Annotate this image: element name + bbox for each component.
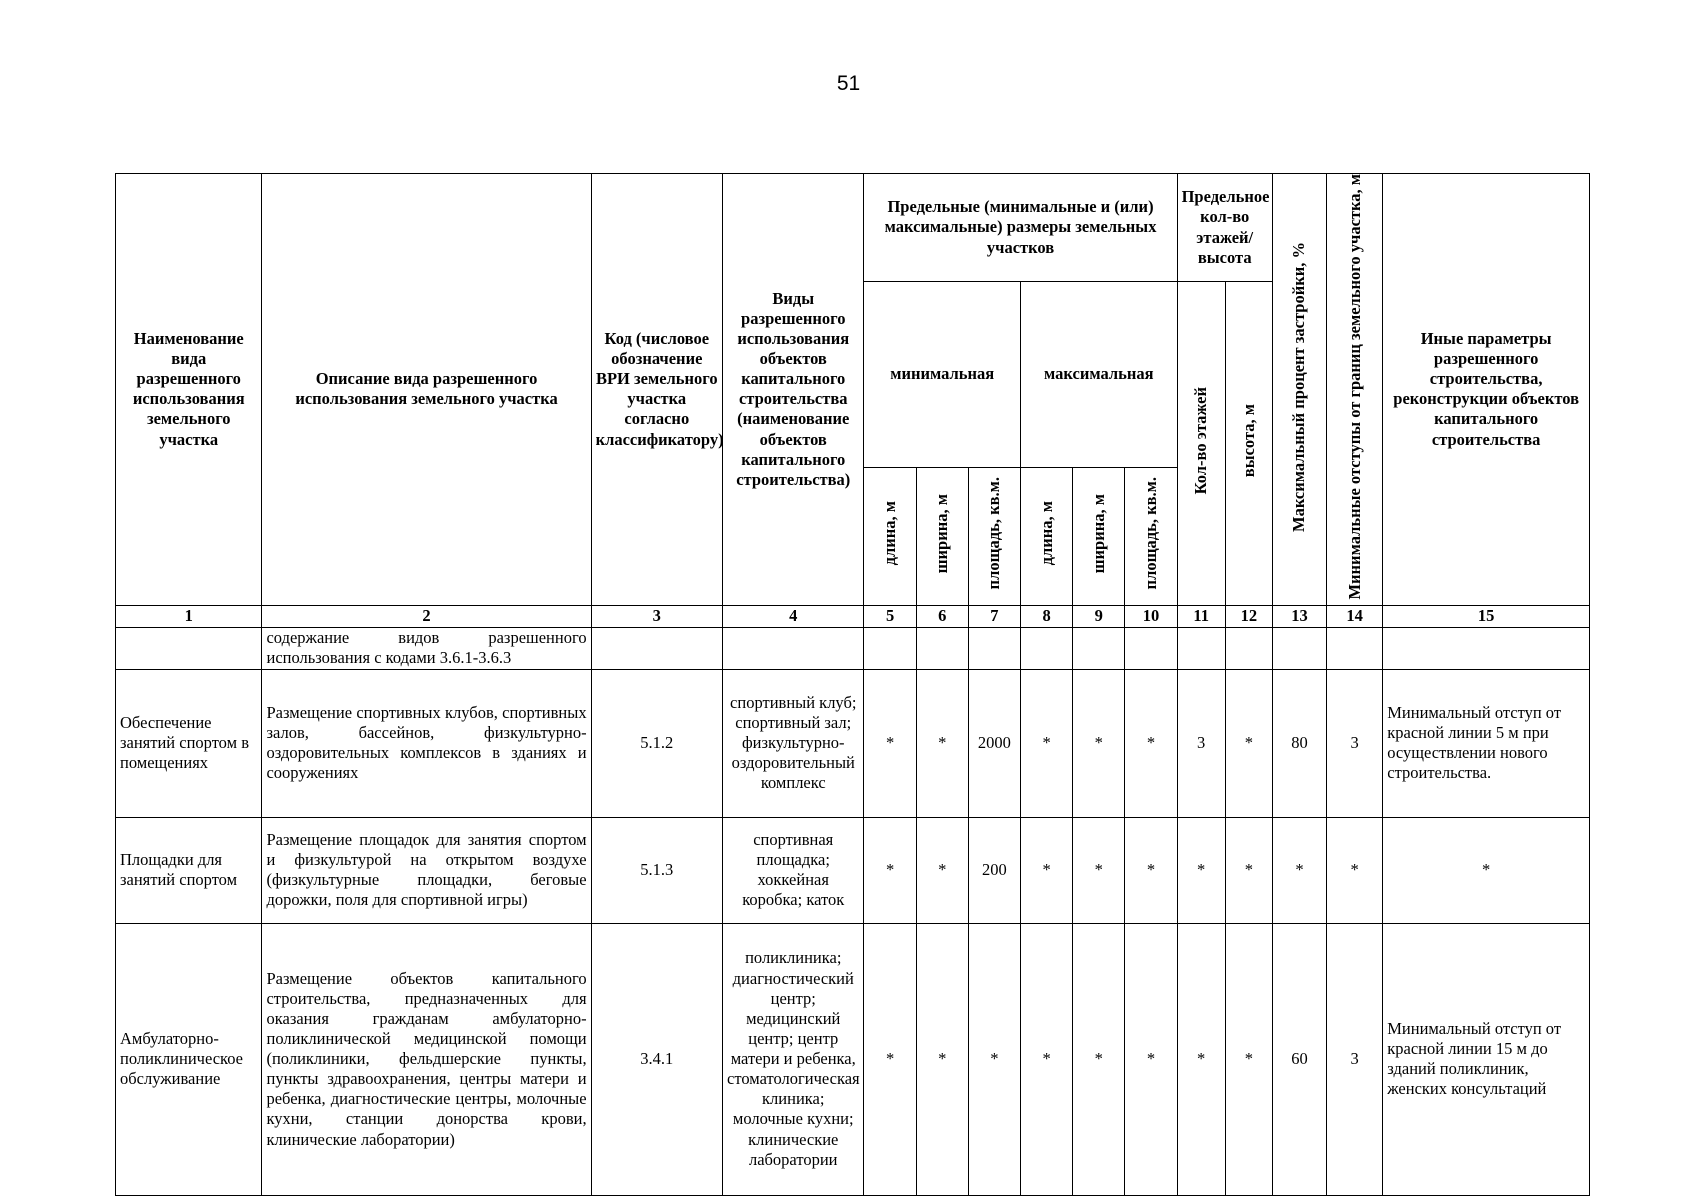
capital-objects-cell: спортивный клуб; спортивный зал; физкультурно-оздоровительный комплекс [723,669,864,817]
table-header [116,174,1590,628]
max-percent-cell [1272,627,1326,669]
code-cell: 5.1.2 [591,669,722,817]
min-length-cell: * [864,923,916,1195]
min-width-cell [916,627,968,669]
use-name-cell: Площадки для занятий спортом [116,817,262,923]
header-max-area: площадь, кв.м. [1125,467,1177,605]
use-name-cell: Амбулаторно-поликлиническое обслуживание [116,923,262,1195]
table-row [116,627,1590,669]
height-cell: * [1225,817,1272,923]
other-params-cell: * [1383,817,1590,923]
other-params-cell: Минимальный отступ от красной линии 15 м до зданий поликлиник, женских консультаций [1383,923,1590,1195]
header-maximal: максимальная [1021,282,1178,468]
header-minimal: минимальная [864,282,1021,468]
min-area-cell: 2000 [968,669,1020,817]
column-number: 7 [968,605,1020,627]
min-length-cell: * [864,817,916,923]
max-width-cell: * [1073,669,1125,817]
column-number: 4 [723,605,864,627]
column-number: 8 [1021,605,1073,627]
capital-objects-cell: спортивная площадка; хоккейная коробка; каток [723,817,864,923]
capital-objects-cell [723,627,864,669]
capital-objects-cell: поликлиника; диагностический центр; медицинский центр; центр матери и ребенка, стоматологическая клиника; молочные кухни; клинические лаборатории [723,923,864,1195]
max-width-cell: * [1073,923,1125,1195]
max-length-cell: * [1021,923,1073,1195]
max-length-cell [1021,627,1073,669]
header-max-width: ширина, м [1073,467,1125,605]
code-cell: 5.1.3 [591,817,722,923]
max-area-cell: * [1125,817,1177,923]
code-cell [591,627,722,669]
header-code: Код (числовое обозначение ВРИ земельного участка согласно классификатору) [591,174,722,606]
min-width-cell: * [916,923,968,1195]
min-length-cell [864,627,916,669]
header-height: высота, м [1225,282,1272,606]
header-floors: Кол-во этажей [1177,282,1225,606]
code-cell: 3.4.1 [591,923,722,1195]
column-number: 5 [864,605,916,627]
height-cell: * [1225,669,1272,817]
use-name-cell: Обеспечение занятий спортом в помещениях [116,669,262,817]
header-plot-sizes: Предельные (минимальные и (или) максимальные) размеры земельных участков [864,174,1177,282]
max-percent-cell: * [1272,817,1326,923]
min-area-cell: * [968,923,1020,1195]
min-width-cell: * [916,669,968,817]
column-number: 13 [1272,605,1326,627]
min-offset-cell [1327,627,1383,669]
column-number: 15 [1383,605,1590,627]
max-percent-cell: 60 [1272,923,1326,1195]
description-cell: содержание видов разрешенного использования с кодами 3.6.1-3.6.3 [262,627,591,669]
column-number: 1 [116,605,262,627]
min-area-cell [968,627,1020,669]
floors-cell [1177,627,1225,669]
column-number: 3 [591,605,722,627]
floors-cell: 3 [1177,669,1225,817]
header-description: Описание вида разрешенного использования земельного участка [262,174,591,606]
min-offset-cell: 3 [1327,923,1383,1195]
table-row [116,669,1590,817]
max-length-cell: * [1021,817,1073,923]
column-number: 11 [1177,605,1225,627]
header-min-offset: Минимальные отступы от границ земельного участка, м [1327,174,1383,606]
max-percent-cell: 80 [1272,669,1326,817]
header-other-params: Иные параметры разрешенного строительства, реконструкции объектов капитального строительства [1383,174,1590,606]
column-number: 14 [1327,605,1383,627]
table-row [116,923,1590,1195]
max-area-cell: * [1125,669,1177,817]
max-area-cell: * [1125,923,1177,1195]
header-max-percent: Максимальный процент застройки, % [1272,174,1326,606]
max-width-cell [1073,627,1125,669]
max-width-cell: * [1073,817,1125,923]
zoning-parameters-table [115,173,1590,1196]
description-cell: Размещение объектов капитального строительства, предназначенных для оказания гражданам амбулаторно-поликлинической медицинской помощи (поликлиники, фельдшерские пункты, пункты здравоохранения, центры матери и ребенка, диагностические центры, молочные кухни, станции донорства крови, клинические лаборатории) [262,923,591,1195]
header-min-width: ширина, м [916,467,968,605]
column-number-row [116,605,1590,627]
column-number: 10 [1125,605,1177,627]
table-row [116,817,1590,923]
header-capital-objects: Виды разрешенного использования объектов капитального строительства (наименование объектов капитального строительства) [723,174,864,606]
min-area-cell: 200 [968,817,1020,923]
column-number: 2 [262,605,591,627]
column-number: 9 [1073,605,1125,627]
min-width-cell: * [916,817,968,923]
max-length-cell: * [1021,669,1073,817]
other-params-cell [1383,627,1590,669]
column-number: 12 [1225,605,1272,627]
min-offset-cell: 3 [1327,669,1383,817]
min-length-cell: * [864,669,916,817]
header-use-name: Наименование вида разрешенного использования земельного участка [116,174,262,606]
max-area-cell [1125,627,1177,669]
height-cell [1225,627,1272,669]
page-number: 51 [836,72,861,95]
header-floors-height: Предельное кол-во этажей/ высота [1177,174,1272,282]
floors-cell: * [1177,923,1225,1195]
header-min-length: длина, м [864,467,916,605]
use-name-cell [116,627,262,669]
column-number: 6 [916,605,968,627]
description-cell: Размещение площадок для занятия спортом и физкультурой на открытом воздухе (физкультурные площадки, беговые дорожки, поля для спортивной игры) [262,817,591,923]
header-max-length: длина, м [1021,467,1073,605]
min-offset-cell: * [1327,817,1383,923]
floors-cell: * [1177,817,1225,923]
header-min-area: площадь, кв.м. [968,467,1020,605]
other-params-cell: Минимальный отступ от красной линии 5 м при осуществлении нового строительства. [1383,669,1590,817]
description-cell: Размещение спортивных клубов, спортивных залов, бассейнов, физкультурно-оздоровительных комплексов в зданиях и сооружениях [262,669,591,817]
height-cell: * [1225,923,1272,1195]
